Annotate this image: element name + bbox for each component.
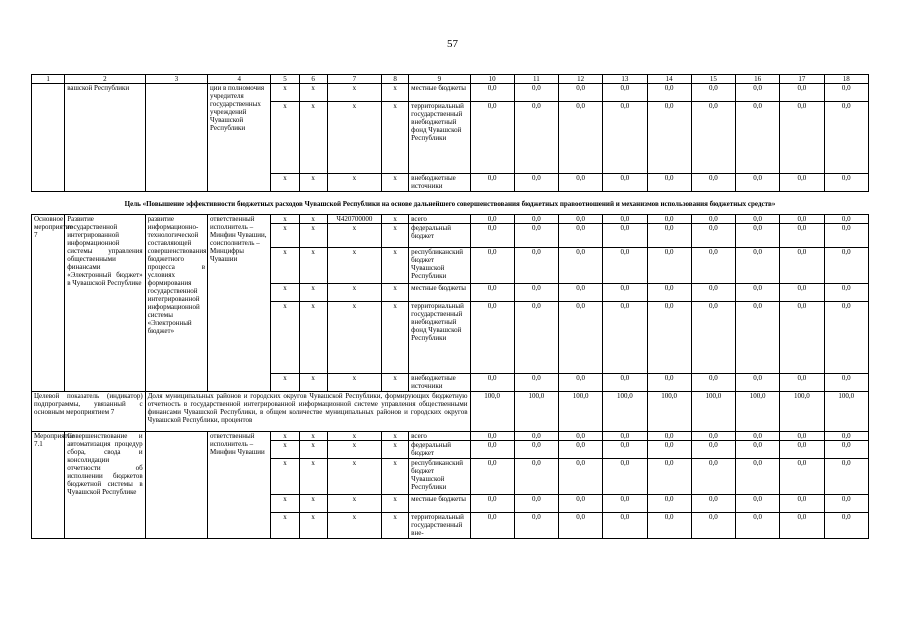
value-cell: 0,0: [780, 215, 824, 224]
target-text: Доля муниципальных районов и городских округов Чувашской Республики, формирующих бюджетную отчетность в государственной интегрированной информационной системе управления общественными финансами Чувашской Республики, в общем количестве муниципальных районов и городских округов Чувашской Республики, процентов: [145, 392, 470, 432]
funding-source: местные бюджеты: [409, 284, 470, 302]
value-cell: 0,0: [736, 513, 780, 539]
value-cell: 0,0: [647, 302, 691, 374]
value-cell: 0,0: [514, 459, 558, 495]
cell-col5: x: [271, 284, 299, 302]
cell-col6: x: [299, 459, 327, 495]
column-number: 15: [691, 75, 735, 84]
funding-source: всего: [409, 215, 470, 224]
cell-col1: Основное мероприятие 7: [32, 215, 65, 392]
funding-source: республиканский бюджет Чувашской Республики: [409, 459, 470, 495]
value-cell: 0,0: [470, 215, 514, 224]
column-number: 10: [470, 75, 514, 84]
value-cell: 0,0: [780, 84, 824, 102]
value-cell: 0,0: [559, 284, 603, 302]
funding-source: территориальный государственный внебюджетный фонд Чувашской Республики: [409, 102, 470, 174]
value-cell: 0,0: [780, 432, 824, 441]
cell-col7: Ч420700000: [327, 215, 381, 224]
cell-col8: x: [382, 441, 409, 459]
cell-col7: x: [327, 84, 381, 102]
cell-col5: x: [271, 495, 299, 513]
value-cell: 0,0: [824, 84, 868, 102]
goal-heading: Цель «Повышение эффективности бюджетных расходов Чувашской Республики на основе дальнейшего совершенствования бюджетных правоотношений и механизмов использования бюджетных средств»: [32, 192, 869, 215]
value-cell: 0,0: [603, 174, 647, 192]
target-value: 100,0: [736, 392, 780, 432]
value-cell: 0,0: [470, 102, 514, 174]
cell-col6: x: [299, 224, 327, 248]
value-cell: 0,0: [559, 513, 603, 539]
value-cell: 0,0: [736, 459, 780, 495]
value-cell: 0,0: [647, 84, 691, 102]
cell-col5: x: [271, 302, 299, 374]
column-number: 4: [208, 75, 271, 84]
cell-col7: x: [327, 302, 381, 374]
value-cell: 0,0: [603, 102, 647, 174]
value-cell: 0,0: [470, 432, 514, 441]
cell-col6: x: [299, 513, 327, 539]
cell-col6: x: [299, 374, 327, 392]
funding-source: местные бюджеты: [409, 84, 470, 102]
cell-col7: x: [327, 495, 381, 513]
target-value: 100,0: [559, 392, 603, 432]
value-cell: 0,0: [470, 513, 514, 539]
column-number: 2: [65, 75, 145, 84]
value-cell: 0,0: [780, 248, 824, 284]
cell-col7: x: [327, 441, 381, 459]
value-cell: 0,0: [470, 248, 514, 284]
cell-col5: x: [271, 174, 299, 192]
value-cell: 0,0: [691, 513, 735, 539]
value-cell: 0,0: [691, 215, 735, 224]
value-cell: 0,0: [647, 215, 691, 224]
funding-source: федеральный бюджет: [409, 441, 470, 459]
budget-table: [31, 74, 869, 539]
cell-col8: x: [382, 459, 409, 495]
value-cell: 0,0: [514, 374, 558, 392]
target-row: [32, 392, 869, 432]
value-cell: 0,0: [824, 441, 868, 459]
target-label: Целевой показатель (индикатор) подпрограммы, увязанный с основным мероприятием 7: [32, 392, 146, 432]
cell-col5: x: [271, 432, 299, 441]
value-cell: 0,0: [691, 432, 735, 441]
value-cell: 0,0: [603, 459, 647, 495]
value-cell: 0,0: [736, 224, 780, 248]
value-cell: 0,0: [470, 441, 514, 459]
value-cell: 0,0: [559, 224, 603, 248]
value-cell: 0,0: [559, 102, 603, 174]
value-cell: 0,0: [514, 432, 558, 441]
value-cell: 0,0: [647, 248, 691, 284]
value-cell: 0,0: [691, 224, 735, 248]
target-value: 100,0: [824, 392, 868, 432]
value-cell: 0,0: [824, 374, 868, 392]
value-cell: 0,0: [514, 302, 558, 374]
cell-col8: x: [382, 302, 409, 374]
column-number: 17: [780, 75, 824, 84]
goal-row: [32, 192, 869, 215]
cell-col5: x: [271, 215, 299, 224]
value-cell: 0,0: [824, 215, 868, 224]
value-cell: 0,0: [691, 495, 735, 513]
cell-col6: x: [299, 215, 327, 224]
value-cell: 0,0: [603, 248, 647, 284]
header-row: [32, 75, 869, 84]
cell-col8: x: [382, 495, 409, 513]
value-cell: 0,0: [470, 174, 514, 192]
cell-col8: x: [382, 248, 409, 284]
cell-col7: x: [327, 224, 381, 248]
value-cell: 0,0: [559, 432, 603, 441]
cell-col6: x: [299, 441, 327, 459]
value-cell: 0,0: [824, 284, 868, 302]
value-cell: 0,0: [559, 302, 603, 374]
column-number: 12: [559, 75, 603, 84]
value-cell: 0,0: [603, 284, 647, 302]
cell-col5: x: [271, 224, 299, 248]
funding-source: территориальный государственный вне-: [409, 513, 470, 539]
table-row: [32, 432, 869, 441]
cell-col5: x: [271, 459, 299, 495]
cell-col4: ответственный исполнитель – Минфин Чувашии, соисполнитель – Минцифры Чувашии: [208, 215, 271, 392]
cell-col8: x: [382, 374, 409, 392]
value-cell: 0,0: [736, 441, 780, 459]
value-cell: 0,0: [691, 248, 735, 284]
cell-col8: x: [382, 432, 409, 441]
table-row: [32, 215, 869, 224]
cell-col7: x: [327, 513, 381, 539]
value-cell: 0,0: [559, 495, 603, 513]
value-cell: 0,0: [559, 174, 603, 192]
funding-source: всего: [409, 432, 470, 441]
cell-col1: Мероприятие 7.1: [32, 432, 65, 539]
funding-source: местные бюджеты: [409, 495, 470, 513]
value-cell: 0,0: [514, 84, 558, 102]
cell-col7: x: [327, 432, 381, 441]
column-number: 13: [603, 75, 647, 84]
cell-col6: x: [299, 302, 327, 374]
value-cell: 0,0: [736, 284, 780, 302]
cell-col8: x: [382, 215, 409, 224]
column-number: 8: [382, 75, 409, 84]
value-cell: 0,0: [780, 284, 824, 302]
funding-source: внебюджетные источники: [409, 174, 470, 192]
value-cell: 0,0: [647, 224, 691, 248]
value-cell: 0,0: [736, 374, 780, 392]
column-number: 14: [647, 75, 691, 84]
value-cell: 0,0: [470, 495, 514, 513]
column-number: 1: [32, 75, 65, 84]
cell-col1: [32, 84, 65, 192]
value-cell: 0,0: [780, 102, 824, 174]
value-cell: 0,0: [824, 174, 868, 192]
target-value: 100,0: [647, 392, 691, 432]
value-cell: 0,0: [824, 248, 868, 284]
value-cell: 0,0: [559, 248, 603, 284]
target-value: 100,0: [514, 392, 558, 432]
value-cell: 0,0: [470, 284, 514, 302]
column-number: 3: [145, 75, 207, 84]
value-cell: 0,0: [824, 432, 868, 441]
column-number: 7: [327, 75, 381, 84]
cell-col6: x: [299, 432, 327, 441]
value-cell: 0,0: [780, 374, 824, 392]
column-number: 18: [824, 75, 868, 84]
value-cell: 0,0: [647, 432, 691, 441]
target-value: 100,0: [780, 392, 824, 432]
value-cell: 0,0: [470, 84, 514, 102]
value-cell: 0,0: [647, 459, 691, 495]
target-value: 100,0: [470, 392, 514, 432]
value-cell: 0,0: [824, 495, 868, 513]
value-cell: 0,0: [691, 174, 735, 192]
value-cell: 0,0: [736, 84, 780, 102]
column-number: 5: [271, 75, 299, 84]
value-cell: 0,0: [780, 495, 824, 513]
value-cell: 0,0: [691, 284, 735, 302]
value-cell: 0,0: [559, 441, 603, 459]
cell-col3: развитие информационно-технологической составляющей совершенствования бюджетного процесса в условиях формирования государственной интегрированной информационной системы «Электронный бюджет»: [145, 215, 207, 392]
value-cell: 0,0: [470, 302, 514, 374]
value-cell: 0,0: [559, 215, 603, 224]
target-value: 100,0: [691, 392, 735, 432]
value-cell: 0,0: [514, 513, 558, 539]
value-cell: 0,0: [603, 513, 647, 539]
value-cell: 0,0: [824, 513, 868, 539]
value-cell: 0,0: [824, 102, 868, 174]
value-cell: 0,0: [691, 84, 735, 102]
value-cell: 0,0: [736, 174, 780, 192]
value-cell: 0,0: [603, 84, 647, 102]
value-cell: 0,0: [514, 248, 558, 284]
cell-col6: x: [299, 102, 327, 174]
cell-col6: x: [299, 495, 327, 513]
value-cell: 0,0: [691, 302, 735, 374]
cell-col4: ответственный исполнитель – Минфин Чувашии: [208, 432, 271, 539]
cell-col7: x: [327, 459, 381, 495]
value-cell: 0,0: [603, 215, 647, 224]
funding-source: республиканский бюджет Чувашской Республики: [409, 248, 470, 284]
value-cell: 0,0: [470, 224, 514, 248]
value-cell: 0,0: [780, 459, 824, 495]
value-cell: 0,0: [559, 374, 603, 392]
value-cell: 0,0: [736, 302, 780, 374]
value-cell: 0,0: [559, 84, 603, 102]
value-cell: 0,0: [514, 495, 558, 513]
value-cell: 0,0: [647, 495, 691, 513]
value-cell: 0,0: [603, 224, 647, 248]
value-cell: 0,0: [691, 441, 735, 459]
cell-col3: [145, 84, 207, 192]
value-cell: 0,0: [736, 432, 780, 441]
value-cell: 0,0: [603, 441, 647, 459]
cell-col8: x: [382, 284, 409, 302]
value-cell: 0,0: [691, 374, 735, 392]
cell-col2: вашской Республики: [65, 84, 145, 192]
value-cell: 0,0: [603, 302, 647, 374]
table-row: [32, 84, 869, 102]
cell-col5: x: [271, 441, 299, 459]
cell-col2: Совершенствование и автоматизация процедур сбора, свода и консолидации отчетности об исполнении бюджетов бюджетной системы в Чувашской Республике: [65, 432, 145, 539]
column-number: 9: [409, 75, 470, 84]
funding-source: внебюджетные источники: [409, 374, 470, 392]
value-cell: 0,0: [514, 215, 558, 224]
value-cell: 0,0: [647, 374, 691, 392]
cell-col4: ции в полномочия учредителя государственных учреждений Чувашской Республики: [208, 84, 271, 192]
column-number: 6: [299, 75, 327, 84]
target-value: 100,0: [603, 392, 647, 432]
cell-col6: x: [299, 174, 327, 192]
value-cell: 0,0: [647, 441, 691, 459]
cell-col5: x: [271, 513, 299, 539]
cell-col8: x: [382, 224, 409, 248]
page-number: 57: [447, 38, 458, 50]
value-cell: 0,0: [470, 459, 514, 495]
cell-col7: x: [327, 284, 381, 302]
column-number: 16: [736, 75, 780, 84]
cell-col8: x: [382, 102, 409, 174]
cell-col8: x: [382, 513, 409, 539]
value-cell: 0,0: [691, 102, 735, 174]
cell-col7: x: [327, 374, 381, 392]
value-cell: 0,0: [736, 495, 780, 513]
cell-col2: Развитие государственной интегрированной информационной системы управления общественными финансами «Электронный бюджет» в Чувашской Республике: [65, 215, 145, 392]
cell-col5: x: [271, 102, 299, 174]
value-cell: 0,0: [603, 495, 647, 513]
value-cell: 0,0: [647, 513, 691, 539]
value-cell: 0,0: [691, 459, 735, 495]
value-cell: 0,0: [824, 459, 868, 495]
cell-col8: x: [382, 84, 409, 102]
cell-col7: x: [327, 248, 381, 284]
value-cell: 0,0: [470, 374, 514, 392]
funding-source: федеральный бюджет: [409, 224, 470, 248]
funding-source: территориальный государственный внебюджетный фонд Чувашской Республики: [409, 302, 470, 374]
value-cell: 0,0: [780, 441, 824, 459]
column-number: 11: [514, 75, 558, 84]
value-cell: 0,0: [824, 224, 868, 248]
value-cell: 0,0: [647, 284, 691, 302]
value-cell: 0,0: [824, 302, 868, 374]
value-cell: 0,0: [514, 174, 558, 192]
cell-col3: [145, 432, 207, 539]
value-cell: 0,0: [514, 224, 558, 248]
value-cell: 0,0: [780, 513, 824, 539]
cell-col5: x: [271, 84, 299, 102]
cell-col5: x: [271, 248, 299, 284]
value-cell: 0,0: [559, 459, 603, 495]
value-cell: 0,0: [603, 374, 647, 392]
value-cell: 0,0: [780, 302, 824, 374]
value-cell: 0,0: [736, 215, 780, 224]
value-cell: 0,0: [780, 174, 824, 192]
cell-col7: x: [327, 174, 381, 192]
value-cell: 0,0: [736, 248, 780, 284]
value-cell: 0,0: [647, 102, 691, 174]
cell-col8: x: [382, 174, 409, 192]
value-cell: 0,0: [736, 102, 780, 174]
value-cell: 0,0: [647, 174, 691, 192]
cell-col6: x: [299, 284, 327, 302]
cell-col7: x: [327, 102, 381, 174]
value-cell: 0,0: [514, 284, 558, 302]
value-cell: 0,0: [603, 432, 647, 441]
value-cell: 0,0: [514, 102, 558, 174]
cell-col6: x: [299, 84, 327, 102]
cell-col6: x: [299, 248, 327, 284]
cell-col5: x: [271, 374, 299, 392]
value-cell: 0,0: [780, 224, 824, 248]
value-cell: 0,0: [514, 441, 558, 459]
